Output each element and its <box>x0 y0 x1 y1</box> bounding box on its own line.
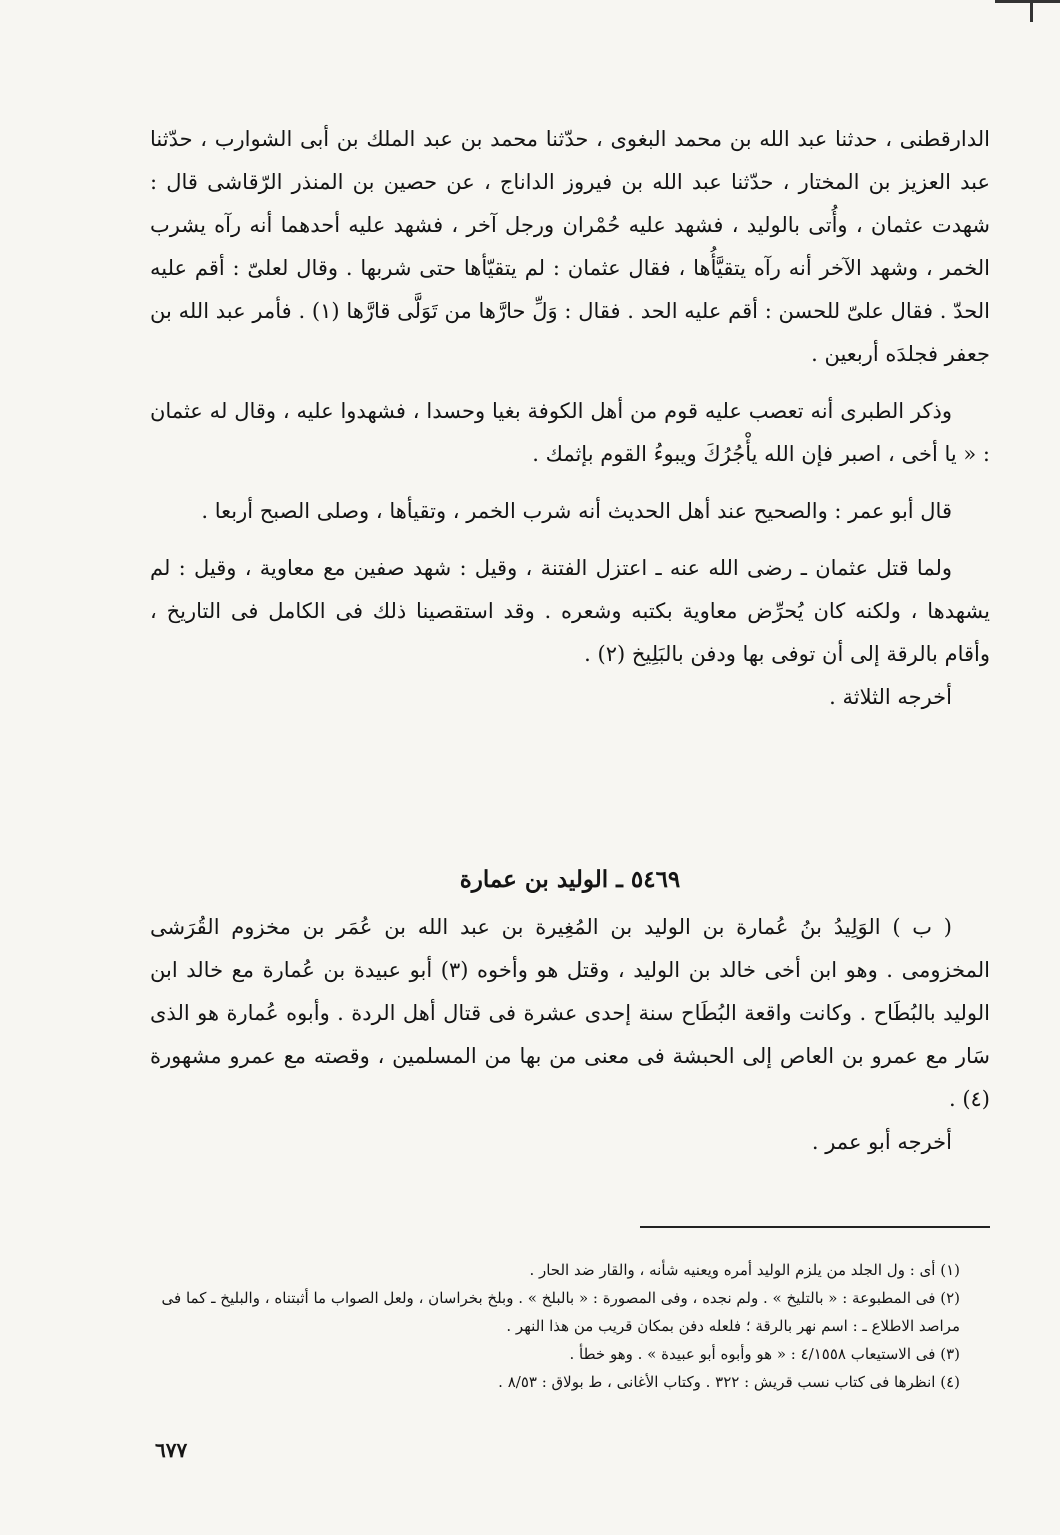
footnote-divider <box>640 1226 990 1228</box>
paragraph-entry-body: ( ب ) الوَلِيدُ بنُ عُمارة بن الوليد بن المُغِيرة بن عبد الله بن عُمَر بن مخزوم القُرَشى المخزومى . وهو ابن أخى خالد بن الوليد ، وقتل هو وأخوه (٣) أبو عبيدة بن عُمارة مع خالد ابن الوليد بالبُطَاح . وكانت واقعة البُطَاح سنة إحدى عشرة فى قتال أهل الردة . وأبوه عُمارة هو الذى سَار مع عمرو بن العاص إلى الحبشة فى معنى من بها من المسلمين ، وقصته مع عمرو مشهورة (٤) . <box>150 915 990 1111</box>
footnote-1: (١) أى : ول الجلد من يلزم الوليد أمره ويعنيه شأنه ، والقار ضد الحار . <box>529 1261 960 1279</box>
footnotes <box>150 1256 990 1396</box>
footnote-3: (٣) فى الاستيعاب ٤/١٥٥٨ : « هو وأبوه أبو عبيدة » . وهو خطأ . <box>569 1345 960 1363</box>
entry-heading: ٥٤٦٩ ـ الوليد بن عمارة <box>459 866 681 893</box>
paragraph-akhrajahu-2: أخرجه أبو عمر . <box>811 1130 952 1154</box>
scan-edge-mark <box>995 0 1060 17</box>
paragraph-akhrajahu-1: أخرجه الثلاثة . <box>829 685 952 709</box>
page-number: ٦٧٧ <box>155 1438 188 1462</box>
paragraph-fitna: ولما قتل عثمان ـ رضى الله عنه ـ اعتزل الفتنة ، وقيل : شهد صفين مع معاوية ، وقيل : لم يشهدها ، ولكنه كان يُحرِّض معاوية بكتبه وشعره . وقد استقصينا ذلك فى الكامل فى التاريخ ، وأقام بالرقة إلى أن توفى بها ودفن بالبَلِيخ (٢) . <box>150 556 990 666</box>
footnote-2: (٢) فى المطبوعة : « بالتليخ » . ولم نجده ، وفى المصورة : « بالبلخ » . وبلخ بخراسان ، ولعل الصواب ما أثبتناه ، والبليخ ـ كما فى مراصد الاطلاع ـ : اسم نهر بالرقة ؛ فلعله دفن بمكان قريب من هذا النهر . <box>161 1289 960 1335</box>
scan-edge-tick <box>1030 0 1033 22</box>
paragraph-abu-umar: قال أبو عمر : والصحيح عند أهل الحديث أنه شرب الخمر ، وتقيأها ، وصلى الصبح أربعا . <box>201 499 952 523</box>
footnote-4: (٤) انظرها فى كتاب نسب قريش : ٣٢٢ . وكتاب الأغانى ، ط بولاق : ٨/٥٣ . <box>498 1373 960 1391</box>
main-text-upper <box>150 118 990 719</box>
paragraph-isnad: الدارقطنى ، حدثنا عبد الله بن محمد البغوى ، حدّثنا محمد بن عبد الملك بن أبى الشوارب ، حدّثنا عبد العزيز بن المختار ، حدّثنا عبد الله بن فيروز الداناج ، عن حصين بن المنذر الرّقاشى قال : شهدت عثمان ، وأُتى بالوليد ، فشهد عليه حُمْران ورجل آخر ، فشهد عليه أحدهما أنه رآه يشرب الخمر ، وشهد الآخر أنه رآه يتقيَّأُها ، فقال عثمان : لم يتقيّأها حتى شربها . وقال لعلىّ : أقم عليه الحدّ . فقال علىّ للحسن : أقم عليه الحد . فقال : وَلِّ حارَّها من تَوَلَّى قارَّها (١) . فأمر عبد الله بن جعفر فجلدَه أربعين . <box>150 127 990 366</box>
paragraph-tabari: وذكر الطبرى أنه تعصب عليه قوم من أهل الكوفة بغيا وحسدا ، فشهدوا عليه ، وقال له عثمان : « يا أخى ، اصبر فإن الله يأْجُرُكَ ويبوءُ القوم بإثمك . <box>150 399 990 466</box>
main-text-lower <box>150 906 990 1164</box>
